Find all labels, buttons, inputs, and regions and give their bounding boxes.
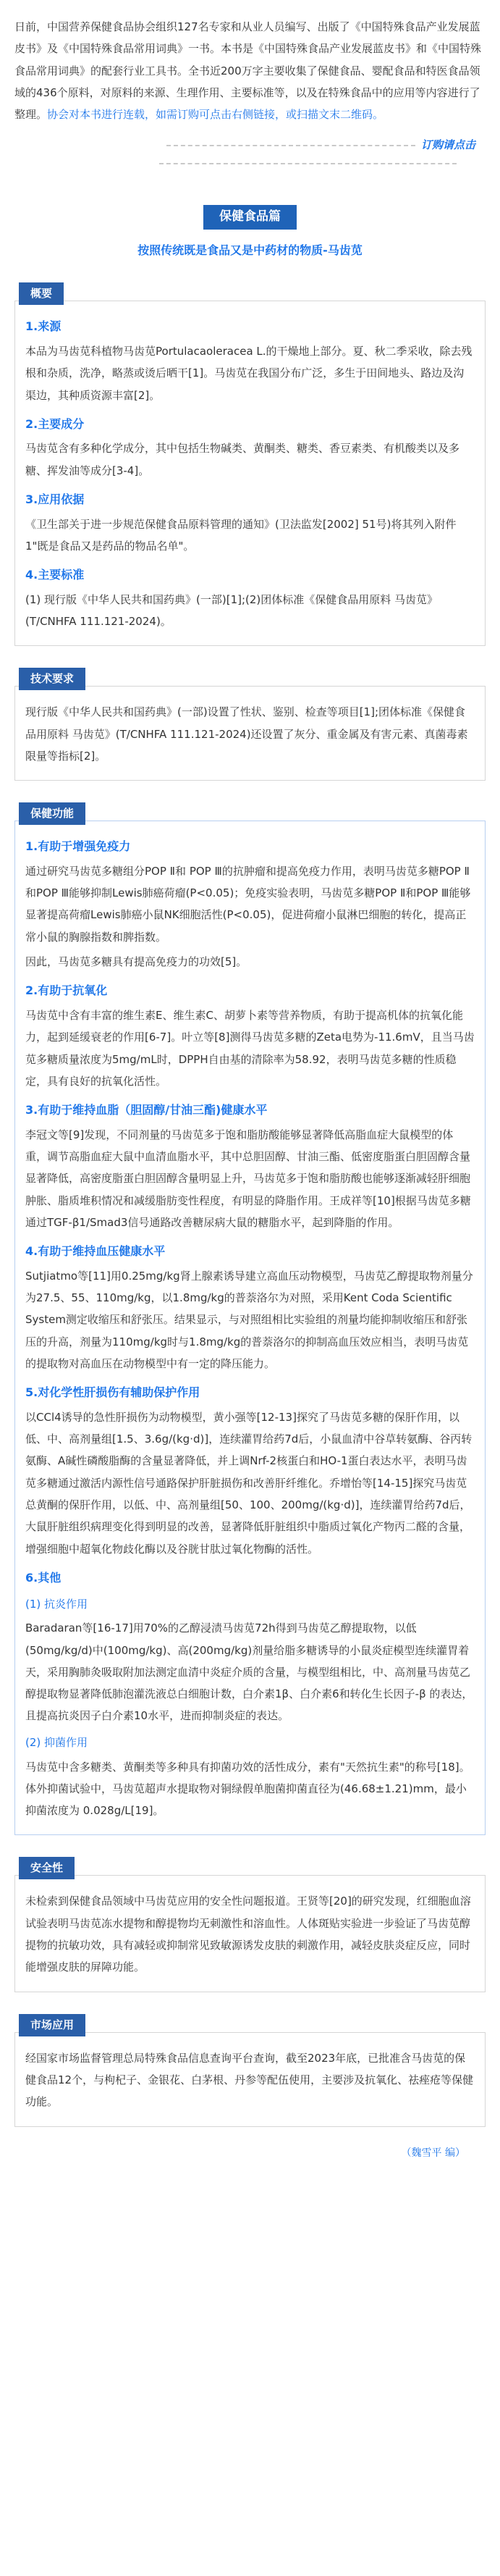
subheading-blood-lipid: 3.有助于维持血脂（胆固醇/甘油三酯)健康水平 [25,1103,268,1117]
subheading-source: 1.来源 [25,319,62,334]
section-tech [14,668,486,781]
paragraph-tech: 现行版《中华人民共和国药典》(一部)设置了性状、鉴别、检查等项目[1];团体标准《保健食品用原料 马齿苋》(T/CNHFA 111.121-2024)还设置了灰分、重金属及有害元素、真菌毒素限量等指标[2]。 [25,705,468,763]
order-link[interactable]: 订购请点击 [420,138,475,152]
paragraph-antibacterial: 马齿苋中含多糖类、黄酮类等多种具有抑菌功效的活性成分，素有"天然抗生素"的称号[18]。体外抑菌试验中，马齿苋超声水提取物对铜绿假单胞菌抑菌直径为(46.68±1.21)mm，最小抑菌浓度为 0.028g/L[19]。 [25,1760,470,1818]
article-title: 按照传统既是食品又是中药材的物质-马齿苋 [137,243,363,257]
section-box [14,821,486,1835]
order-link-row[interactable] [14,135,486,156]
subheading-standard: 4.主要标准 [25,568,85,582]
subheading-anti-inflammatory: (1) 抗炎作用 [25,1597,88,1611]
intro-text: 日前，中国营养保健食品协会组织127名专家和从业人员编写、出版了《中国特殊食品产业发展蓝皮书》及《中国特殊食品常用词典》一书。本书是《中国特殊食品产业发展蓝皮书》和《中国特殊食品常用词典》的配套行业工具书。全书近200万字主要收集了保健食品、婴配食品和特医食品领域的436个原料，对原料的来源、生理作用、主要标准等，以及在特殊食品中的应用等内容进行了整理。 [14,20,482,122]
paragraph-components: 马齿苋含有多种化学成分，其中包括生物碱类、黄酮类、糖类、香豆素类、有机酸类以及多糖、挥发油等成分[3-4]。 [25,442,460,477]
dotted-divider-lower [159,163,457,164]
section-tag-overview: 概要 [19,282,64,305]
paragraph-immunity-conclusion: 因此，马齿苋多糖具有提高免疫力的功效[5]。 [25,955,247,969]
section-tag-safety: 安全性 [19,1857,75,1879]
section-tag-tech: 技术要求 [19,668,85,690]
subheading-other: 6.其他 [25,1570,62,1585]
section-function [14,802,486,1835]
paragraph-market: 经国家市场监督管理总局特殊食品信息查询平台查询，截至2023年底，已批准含马齿苋的保健食品12个，与枸杞子、金银花、白茅根、丹参等配伍使用，主要涉及抗氧化、祛痤疮等保健功能。 [25,2051,474,2109]
section-box [14,1875,486,1992]
paragraph-source: 本品为马齿苋科植物马齿苋Portulacaoleracea L.的干燥地上部分。夏、秋二季采收，除去残根和杂质，洗净，略蒸或烫后晒干[1]。马齿苋在我国分布广泛，多生于田间地头、路边及沟渠边，其种质资源丰富[2]。 [25,344,473,402]
paragraph-blood-pressure: Sutjiatmo等[11]用0.25mg/kg肾上腺素诱导建立高血压动物模型，马齿苋乙醇提取物剂量分为27.5、55、110mg/kg，以1.8mg/kg的普萘洛尔为对照，采用Kent Coda Scientific System测定收缩压和舒张压。结果显示，与对照组相比实验组的剂量均能抑制收缩压和舒张压的升高，剂量为110mg/kg时与1.8mg/kg的普萘洛尔的抑制高血压效应相当，表明马齿苋的提取物对高血压在动物模型中有一定的降压能力。 [25,1269,473,1370]
subheading-basis: 3.应用依据 [25,492,85,506]
section-box [14,2032,486,2127]
section-tag-function: 保健功能 [19,802,85,825]
subheading-antioxidant: 2.有助于抗氧化 [25,983,108,998]
paragraph-basis: 《卫生部关于进一步规范保健食品原料管理的通知》(卫法监发[2002] 51号)将其列入附件1"既是食品又是药品的物品名单"。 [25,517,457,553]
paragraph-antioxidant: 马齿苋中含有丰富的维生素E、维生素C、胡萝卜素等营养物质，有助于提高机体的抗氧化能力，起到延缓衰老的作用[6-7]。叶立等[8]测得马齿苋多糖的Zeta电势为-11.6mV，且当马齿苋多糖质量浓度为5mg/mL时，DPPH自由基的清除率为58.92，表明马齿苋多糖的性质稳定，具有良好的抗氧化活性。 [25,1008,475,1088]
section-safety [14,1857,486,1992]
section-overview [14,282,486,646]
paragraph-standard: (1) 现行版《中华人民共和国药典》(一部)[1];(2)团体标准《保健食品用原料 马齿苋》(T/CNHFA 111.121-2024)。 [25,592,438,629]
intro-paragraph [14,16,486,125]
subheading-blood-pressure: 4.有助于维持血压健康水平 [25,1244,166,1259]
dotted-divider [166,145,415,146]
section-box [14,686,486,781]
section-market [14,2014,486,2127]
paragraph-liver: 以CCl4诱导的急性肝损伤为动物模型，黄小强等[12-13]探究了马齿苋多糖的保肝作用，以低、中、高剂量组[1.5、3.6g/(kg·d)]，连续灌胃给药7d后，小鼠血清中谷草转氨酶、谷丙转氨酶、A碱性磷酸脂酶的含量显著降低，并上调Nrf-2核蛋白和HO-1蛋白表达水平，表明马齿苋多糖通过激活内源性信号通路保护肝脏损伤和改善肝纤维化。乔增怡等[14-15]探究马齿苋总黄酮的保肝作用，以低、中、高剂量组[50、100、200mg/(kg·d)]，连续灌胃给药7d后，大鼠肝脏组织病理变化得到明显的改善，显著降低肝脏组织中脂质过氧化产物丙二醛的含量，增强细胞中超氧化物歧化酶以及谷胱甘肽过氧化物酶的活性。 [25,1410,473,1556]
paragraph-safety: 未检索到保健食品领域中马齿苋应用的安全性问题报道。王贤等[20]的研究发现，红细胞血溶试验表明马齿苋冻水提物和醇提物均无刺激性和溶血性。人体斑贴实验进一步验证了马齿苋醇提物的抗敏功效，具有减轻或抑制常见致敏源诱发皮肤的刺激作用，减轻皮肤炎症反应，同时能增强皮肤的屏障功能。 [25,1895,471,1974]
section-box [14,301,486,646]
subheading-antibacterial: (2) 抑菌作用 [25,1735,88,1749]
paragraph-anti-inflammatory: Baradaran等[16-17]用70%的乙醇浸渍马齿苋72h得到马齿苋乙醇提取物，以低(50mg/kg/d)中(100mg/kg)、高(200mg/kg)剂量给脂多糖诱导的小鼠炎症模型连续灌胃着天，采用胸肺灸吸取附加法测定血清中炎症介质的含量，与模型组相比，中、高剂量马齿苋乙醇提取物显著降低肺泡灌洗液总白细胞计数，白介素1β、白介素6和转化生长因子-β 的表达，且提高抗炎因子白介素10水平，进而抑制炎症的表达。 [25,1621,473,1723]
section-tag-market: 市场应用 [19,2014,85,2036]
paragraph-blood-lipid: 李冠文等[9]发现，不同剂量的马齿苋多于饱和脂肪酸能够显著降低高脂血症大鼠模型的体重，调节高脂血症大鼠中血清血脂水平，其中总胆固醇、甘油三酯、低密度脂蛋白胆固醇含量显著降低，高密度脂蛋白胆固醇含量明显上升，马齿苋多于饱和脂肪酸也能够逐渐减轻肝细胞肿胀、脂质堆积情况和减缓脂肪变性程度，有明显的降脂作用。王成祥等[10]根据马齿苋多糖通过TGF-β1/Smad3信号通路改善糖尿病大鼠的糖脂水平，起到降脂的作用。 [25,1128,471,1229]
author-credit: （魏雪平 编） [401,2147,465,2159]
order-highlight[interactable]: 协会对本书进行连载，如需订购可点击右侧链接，或扫描文末二维码。 [47,108,384,122]
subheading-liver: 5.对化学性肝损伤有辅助保护作用 [25,1385,200,1400]
subheading-components: 2.主要成分 [25,416,85,431]
category-title: 保健食品篇 [14,205,486,230]
paragraph-immunity: 通过研究马齿苋多糖组分POP Ⅱ和 POP Ⅲ的抗肿瘤和提高免疫力作用，表明马齿苋多糖POP Ⅱ和POP Ⅲ能够抑制Lewis肺癌荷瘤(P<0.05)；免疫实验表明，马齿苋多糖POP Ⅱ和POP Ⅲ能够显著提高荷瘤Lewis肺癌小鼠NK细胞活性(P<0.05)，促进荷瘤小鼠淋巴细胞的转化，提高正常小鼠的胸腺指数和脾指数。 [25,864,471,944]
subheading-immunity: 1.有助于增强免疫力 [25,839,131,854]
